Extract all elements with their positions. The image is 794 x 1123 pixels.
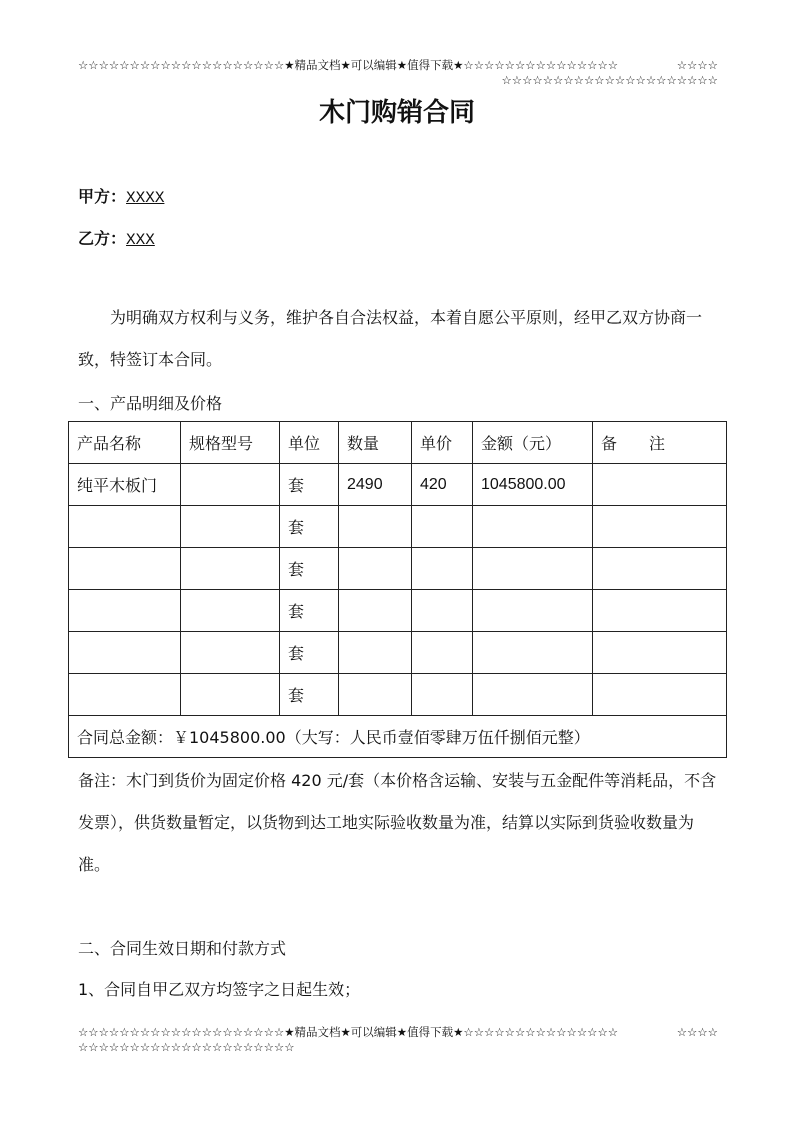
bottom-banner-line-1: ☆☆☆☆☆☆☆☆☆☆☆☆☆☆☆☆☆☆☆☆★精品文档★可以编辑★值得下载★☆☆☆☆☆☆☆☆☆☆☆☆☆☆☆ <box>78 1025 619 1039</box>
cell-spec <box>181 590 280 632</box>
clause-2-1: 1、合同自甲乙双方均签字之日起生效； <box>78 980 361 999</box>
cell-spec <box>181 506 280 548</box>
party-b <box>78 226 155 249</box>
cell-unit-price <box>412 632 473 674</box>
contract-total-amount: 合同总金额：￥1045800.00（大写：人民币壹佰零肆万伍仟捌佰元整） <box>69 716 727 758</box>
cell-unit-price: 420 <box>412 464 473 506</box>
cell-amount <box>473 632 593 674</box>
cell-unit-price <box>412 548 473 590</box>
party-b-label: 乙方： <box>78 229 127 248</box>
table-row <box>69 632 727 674</box>
bottom-banner-line-2: ☆☆☆☆☆☆☆☆☆☆☆☆☆☆☆☆☆☆☆☆☆ <box>78 1040 295 1054</box>
cell-amount: 1045800.00 <box>473 464 593 506</box>
cell-spec <box>181 632 280 674</box>
header-unit: 单位 <box>280 422 339 464</box>
cell-amount <box>473 548 593 590</box>
cell-spec <box>181 548 280 590</box>
header-product-name: 产品名称 <box>69 422 181 464</box>
cell-quantity <box>339 548 412 590</box>
section-2-title: 二、合同生效日期和付款方式 <box>78 939 287 958</box>
table-row <box>69 590 727 632</box>
cell-product-name <box>69 674 181 716</box>
table-row <box>69 548 727 590</box>
header-unit-price: 单价 <box>412 422 473 464</box>
product-table <box>68 421 727 758</box>
table-row <box>69 506 727 548</box>
cell-unit: 套 <box>280 590 339 632</box>
cell-unit-price <box>412 506 473 548</box>
section-1-title: 一、产品明细及价格 <box>78 394 223 413</box>
cell-unit-price <box>412 674 473 716</box>
bottom-banner-line-1-right: ☆☆☆☆ <box>676 1025 718 1039</box>
cell-remark <box>593 590 727 632</box>
cell-remark <box>593 506 727 548</box>
document-title: 木门购销合同 <box>318 98 475 128</box>
top-banner-line-2: ☆☆☆☆☆☆☆☆☆☆☆☆☆☆☆☆☆☆☆☆☆ <box>501 73 718 87</box>
cell-spec <box>181 674 280 716</box>
intro-paragraph: 为明确双方权利与义务，维护各自合法权益，本着自愿公平原则，经甲乙双方协商一致，特签订本合同。 <box>78 308 703 369</box>
cell-product-name <box>69 506 181 548</box>
table-row <box>69 464 727 506</box>
cell-remark <box>593 674 727 716</box>
header-spec: 规格型号 <box>181 422 280 464</box>
header-amount: 金额（元） <box>473 422 593 464</box>
bottom-banner <box>78 1025 718 1055</box>
header-remark: 备 注 <box>593 422 727 464</box>
cell-quantity <box>339 632 412 674</box>
cell-spec <box>181 464 280 506</box>
cell-unit: 套 <box>280 464 339 506</box>
cell-amount <box>473 674 593 716</box>
cell-product-name: 纯平木板门 <box>69 464 181 506</box>
header-quantity: 数量 <box>339 422 412 464</box>
cell-product-name <box>69 632 181 674</box>
top-banner <box>78 58 718 88</box>
table-header-row <box>69 422 727 464</box>
party-b-value: XXX <box>126 231 155 249</box>
cell-remark <box>593 632 727 674</box>
cell-unit: 套 <box>280 506 339 548</box>
top-banner-line-1-right: ☆☆☆☆ <box>676 58 718 72</box>
cell-product-name <box>69 590 181 632</box>
top-banner-line-1: ☆☆☆☆☆☆☆☆☆☆☆☆☆☆☆☆☆☆☆☆★精品文档★可以编辑★值得下载★☆☆☆☆☆☆☆☆☆☆☆☆☆☆☆ <box>78 58 619 72</box>
cell-unit: 套 <box>280 548 339 590</box>
cell-unit: 套 <box>280 674 339 716</box>
cell-unit-price <box>412 590 473 632</box>
cell-quantity <box>339 590 412 632</box>
cell-remark <box>593 464 727 506</box>
cell-amount <box>473 506 593 548</box>
cell-quantity <box>339 506 412 548</box>
cell-product-name <box>69 548 181 590</box>
party-a <box>78 184 164 207</box>
cell-remark <box>593 548 727 590</box>
table-row <box>69 674 727 716</box>
cell-quantity <box>339 674 412 716</box>
cell-quantity: 2490 <box>339 464 412 506</box>
remark-paragraph: 备注：木门到货价为固定价格 420 元/套（本价格含运输、安装与五金配件等消耗品，不含发票），供货数量暂定，以货物到达工地实际验收数量为准，结算以实际到货验收数量为准。 <box>78 771 717 874</box>
cell-unit: 套 <box>280 632 339 674</box>
party-a-label: 甲方： <box>78 187 127 206</box>
table-total-row <box>69 716 727 758</box>
cell-amount <box>473 590 593 632</box>
party-a-value: XXXX <box>126 189 165 207</box>
